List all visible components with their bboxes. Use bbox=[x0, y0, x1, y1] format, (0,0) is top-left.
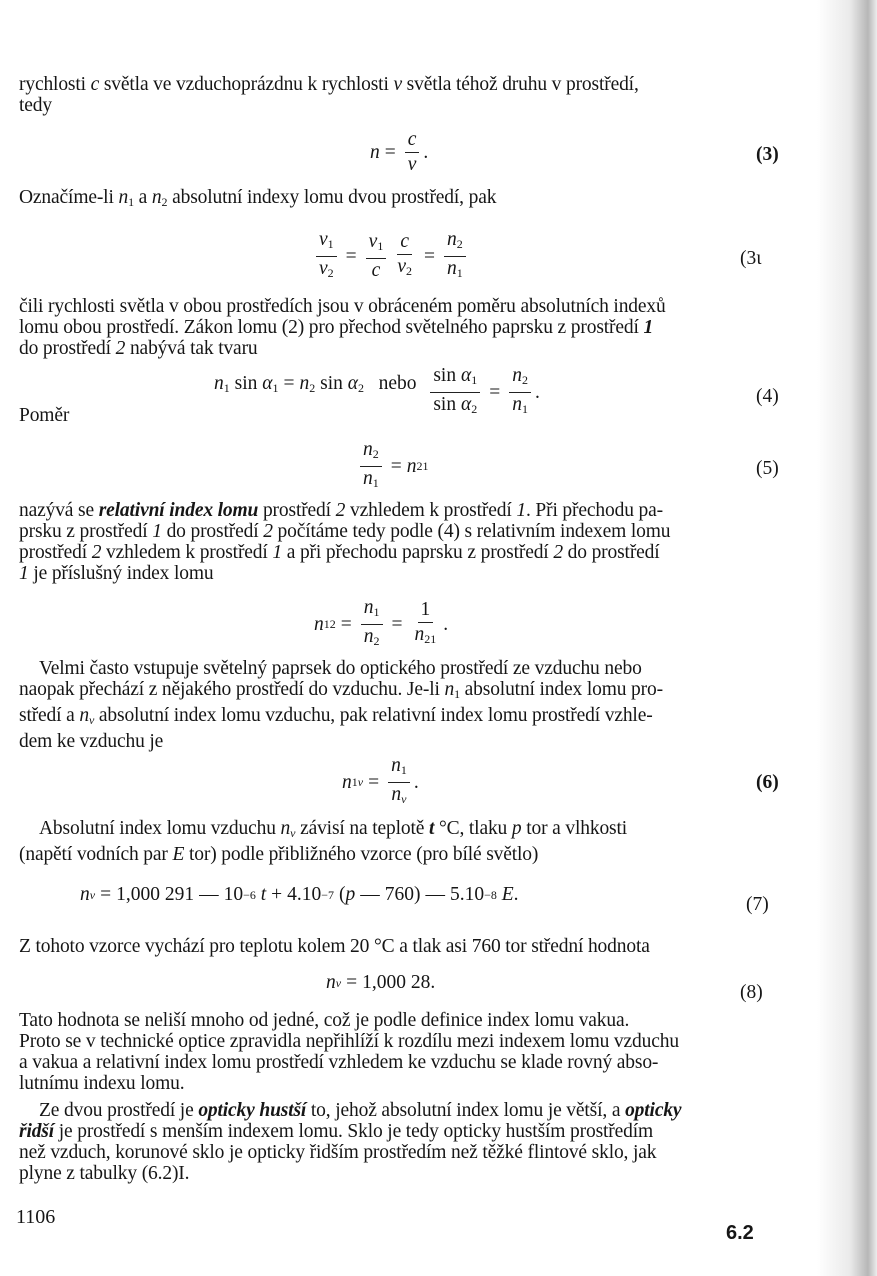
text-line: řidší je prostředí s menším indexem lomu. Sklo je tedy opticky hustším prostředím bbox=[19, 1121, 654, 1142]
paragraph-3 bbox=[19, 296, 781, 359]
text-line: plyne z tabulky (6.2)I. bbox=[19, 1163, 190, 1184]
text-line: naopak přechází z nějakého prostředí do vzduchu. Je-li $n_1$ absolutní index lomu pro- bbox=[19, 679, 663, 701]
paragraph-7 bbox=[19, 818, 781, 865]
text-line: rychlosti c světla ve vzduchoprázdnu k rychlosti v světla téhož druhu v prostředí, bbox=[19, 74, 639, 95]
equation-5 bbox=[0, 440, 877, 500]
fraction: $\frac{c}{v}$ bbox=[405, 130, 420, 175]
equation-8-body: n v = 1,000 28. bbox=[326, 972, 436, 993]
equation-number: (6) bbox=[756, 772, 779, 793]
page-number: 1106 bbox=[16, 1206, 56, 1228]
text-line: prostředí 2 vzhledem k prostředí 1 a při přechodu paprsku z prostředí 2 do prostředí bbox=[19, 542, 660, 563]
equation-number: (8) bbox=[740, 982, 763, 1003]
equation-number: (3) bbox=[756, 144, 779, 165]
text-line: Z tohoto vzorce vychází pro teplotu kolem 20 °C a tlak asi 760 tor střední hodnota bbox=[19, 936, 650, 957]
equation-8 bbox=[0, 972, 877, 1012]
equation-number: (5) bbox=[756, 458, 779, 479]
text-line: Poměr bbox=[19, 405, 70, 426]
paragraph-9 bbox=[19, 1010, 781, 1094]
equation-number: (3ι bbox=[740, 248, 762, 269]
text-line: lomu obou prostředí. Zákon lomu (2) pro přechod světelného paprsku z prostředí 1 bbox=[19, 317, 654, 338]
text-line: středí a $n_v$ absolutní index lomu vzduchu, pak relativní index lomu prostředí vzhle- bbox=[19, 705, 653, 727]
equation-3-body: n = $\frac{c}{v}$ . bbox=[370, 129, 429, 175]
equation-7-body: n v = 1,000 291 — 10 −6 t + 4.10 −7 ( p — 760 ) — 5.10 −8 E . bbox=[80, 884, 519, 905]
text-line: dem ke vzduchu je bbox=[19, 731, 164, 752]
text-line: Proto se v technické optice zpravidla nepřihlíží k rozdílu mezi indexem lomu vzduchu bbox=[19, 1031, 679, 1052]
equation-6 bbox=[0, 756, 877, 816]
paragraph-10 bbox=[19, 1100, 781, 1184]
equation-6-body: n 1v = $\frac{n_1}{n_v}$ . bbox=[342, 755, 419, 806]
paragraph-8 bbox=[19, 936, 781, 957]
text-line: lutnímu indexu lomu. bbox=[19, 1073, 185, 1094]
text-line: čili rychlosti světla v obou prostředích jsou v obráceném poměru absolutních indexů bbox=[19, 296, 666, 317]
equation-4-body: $n_1$ $\sin \alpha_1 = n_2$ $\sin \alpha_2$ nebo $\frac{\sin \alpha_1}{\sin \alpha_2}$ = $\frac{n_2}{n_1}$ . bbox=[214, 365, 540, 416]
equation-3 bbox=[0, 130, 877, 190]
equation-n12 bbox=[0, 598, 877, 658]
paragraph-5 bbox=[19, 500, 781, 584]
paragraph-1 bbox=[19, 74, 781, 116]
text-line: do prostředí 2 nabývá tak tvaru bbox=[19, 338, 258, 359]
text-line: Tato hodnota se neliší mnoho od jedné, což je podle definice index lomu vakua. bbox=[19, 1010, 630, 1031]
equation-3b bbox=[0, 230, 877, 290]
text-line: tedy bbox=[19, 95, 52, 116]
section-number: 6.2 bbox=[726, 1222, 754, 1244]
equation-7 bbox=[0, 884, 877, 924]
text-line: Velmi často vstupuje světelný paprsek do optického prostředí ze vzduchu nebo bbox=[39, 658, 642, 679]
equation-5-body: $\frac{n_2}{n_1}$ = n 21 bbox=[356, 440, 429, 493]
paragraph-6 bbox=[19, 658, 781, 752]
text-line: prsku z prostředí 1 do prostředí 2 počítáme tedy podle (4) s relativním indexem lomu bbox=[19, 521, 671, 542]
equation-n12-body: n 12 = $\frac{n_1}{n_2}$ = $\frac{1}{n_{21}}$ . bbox=[314, 597, 449, 648]
text-line: a vakua a relativní index lomu prostředí vzhledem ke vzduchu se klade rovný abso- bbox=[19, 1052, 659, 1073]
text-line: Absolutní index lomu vzduchu $n_v$ závisí na teplotě t °C, tlaku p tor a vlhkosti bbox=[39, 818, 628, 840]
equation-number: (7) bbox=[746, 894, 769, 915]
text-line: (napětí vodních par E tor) podle přibližného vzorce (pro bílé světlo) bbox=[19, 844, 539, 865]
text-line: Ze dvou prostředí je opticky hustší to, jehož absolutní index lomu je větší, a opticky bbox=[39, 1100, 682, 1121]
paragraph-2 bbox=[19, 187, 781, 213]
text-line: Označíme-li $n_1$ a $n_2$ absolutní indexy lomu dvou prostředí, pak bbox=[19, 187, 497, 209]
text-line: 1 je příslušný index lomu bbox=[19, 563, 214, 584]
paragraph-4 bbox=[19, 405, 781, 426]
equation-number: (4) bbox=[756, 386, 779, 407]
text-line: nazývá se relativní index lomu prostředí 2 vzhledem k prostředí 1. Při přechodu pa- bbox=[19, 500, 663, 521]
equation-3b-body: $\frac{v_1}{v_2}$ = $\frac{v_1}{c}$ $\frac{c}{v_2}$ = $\frac{n_2}{n_1}$ bbox=[312, 230, 470, 283]
text-line: než vzduch, korunové sklo je opticky řidším prostředím než těžké flintové sklo, jak bbox=[19, 1142, 657, 1163]
